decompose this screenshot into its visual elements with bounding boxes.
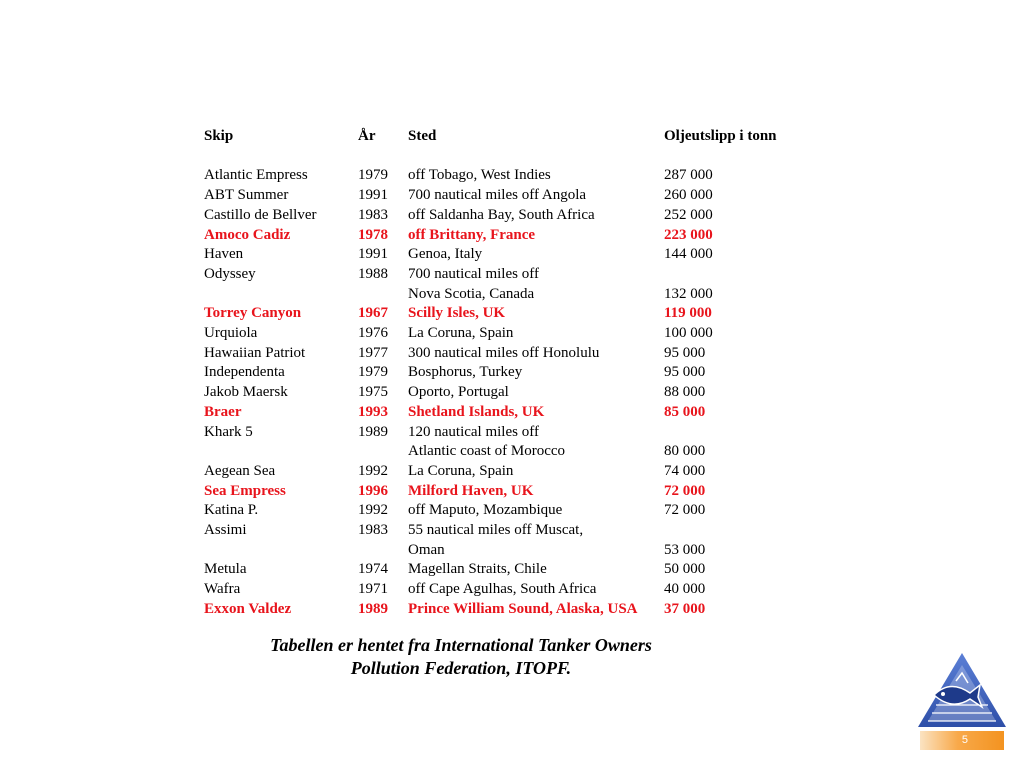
cell-place: Shetland Islands, UK xyxy=(408,403,545,420)
cell-ship xyxy=(204,541,358,561)
table-row xyxy=(204,245,777,265)
table-row xyxy=(204,560,777,580)
cell-oil: 144 000 xyxy=(664,246,713,263)
cell-ship: Assimi xyxy=(204,522,247,539)
cell-year: 1991 xyxy=(358,246,388,263)
cell-oil xyxy=(664,521,777,541)
cell-oil: 223 000 xyxy=(664,226,713,243)
cell-year: 1992 xyxy=(358,462,388,479)
cell-ship: ABT Summer xyxy=(204,187,289,204)
cell-oil: 287 000 xyxy=(664,167,713,184)
cell-year: 1967 xyxy=(358,305,388,322)
table-row xyxy=(204,600,777,620)
cell-year xyxy=(358,285,408,305)
cell-oil: 88 000 xyxy=(664,384,706,401)
cell-oil xyxy=(664,423,777,443)
cell-oil: 95 000 xyxy=(664,344,706,361)
cell-place: 55 nautical miles off Muscat, xyxy=(408,522,584,539)
cell-oil: 95 000 xyxy=(664,364,706,381)
page-number: 5 xyxy=(961,734,968,746)
cell-place: Genoa, Italy xyxy=(408,246,483,263)
table-row xyxy=(204,186,777,206)
cell-oil: 50 000 xyxy=(664,561,706,578)
table-row xyxy=(204,383,777,403)
cell-ship: Atlantic Empress xyxy=(204,167,308,184)
table-row xyxy=(204,265,777,285)
cell-ship: Torrey Canyon xyxy=(204,305,302,322)
cell-ship: Metula xyxy=(204,561,247,578)
cell-place: Milford Haven, UK xyxy=(408,482,534,499)
cell-year xyxy=(358,541,408,561)
cell-year: 1992 xyxy=(358,502,388,519)
cell-place: Magellan Straits, Chile xyxy=(408,561,547,578)
cell-year: 1983 xyxy=(358,206,388,223)
cell-ship: Castillo de Bellver xyxy=(204,206,317,223)
cell-place: Prince William Sound, Alaska, USA xyxy=(408,600,638,617)
cell-year: 1979 xyxy=(358,167,388,184)
table-row xyxy=(204,226,777,246)
cell-ship: Amoco Cadiz xyxy=(204,226,291,243)
cell-year: 1979 xyxy=(358,364,388,381)
cell-oil: 72 000 xyxy=(664,502,706,519)
cell-year: 1993 xyxy=(358,403,388,420)
table-row xyxy=(204,442,777,462)
cell-year: 1971 xyxy=(358,581,388,598)
header-ship: Skip xyxy=(204,128,234,144)
cell-year: 1989 xyxy=(358,600,388,617)
source-caption xyxy=(230,634,692,680)
cell-year: 1974 xyxy=(358,561,388,578)
cell-year: 1996 xyxy=(358,482,388,499)
cell-ship: Wafra xyxy=(204,581,241,598)
cell-year: 1989 xyxy=(358,423,388,440)
caption-line-1: Tabellen er hentet fra International Tanker Owners xyxy=(270,635,652,655)
header-year: År xyxy=(358,128,376,144)
cell-oil: 80 000 xyxy=(664,443,706,460)
cell-place: Scilly Isles, UK xyxy=(408,305,506,322)
cell-ship: Odyssey xyxy=(204,265,256,282)
cell-place: 120 nautical miles off xyxy=(408,423,539,440)
cell-place: 300 nautical miles off Honolulu xyxy=(408,344,600,361)
table-row xyxy=(204,166,777,186)
cell-ship: Jakob Maersk xyxy=(204,384,288,401)
table-row xyxy=(204,304,777,324)
table-header-row xyxy=(204,127,777,147)
cell-ship xyxy=(204,442,358,462)
cell-place: 700 nautical miles off xyxy=(408,265,539,282)
cell-year: 1988 xyxy=(358,265,388,282)
cell-year: 1975 xyxy=(358,384,388,401)
cell-place: off Cape Agulhas, South Africa xyxy=(408,581,597,598)
cell-place: Bosphorus, Turkey xyxy=(408,364,523,381)
cell-oil: 132 000 xyxy=(664,285,713,302)
cell-oil: 260 000 xyxy=(664,187,713,204)
cell-place: off Tobago, West Indies xyxy=(408,167,551,184)
table-row xyxy=(204,363,777,383)
cell-ship: Exxon Valdez xyxy=(204,600,292,617)
table-header-gap xyxy=(204,147,777,167)
table-row xyxy=(204,206,777,226)
table-row xyxy=(204,403,777,423)
cell-year: 1978 xyxy=(358,226,388,243)
header-place: Sted xyxy=(408,128,437,144)
cell-oil: 100 000 xyxy=(664,325,713,342)
table-row xyxy=(204,423,777,443)
cell-ship: Aegean Sea xyxy=(204,462,276,479)
cell-oil: 40 000 xyxy=(664,581,706,598)
cell-year xyxy=(358,442,408,462)
cell-place: Atlantic coast of Morocco xyxy=(408,443,566,460)
cell-place: off Saldanha Bay, South Africa xyxy=(408,206,595,223)
cell-oil: 37 000 xyxy=(664,600,706,617)
cell-ship xyxy=(204,285,358,305)
cell-oil: 53 000 xyxy=(664,541,706,558)
cell-place: La Coruna, Spain xyxy=(408,462,514,479)
cell-place: La Coruna, Spain xyxy=(408,325,514,342)
cell-oil: 85 000 xyxy=(664,403,706,420)
cell-ship: Urquiola xyxy=(204,325,258,342)
cell-place: Oporto, Portugal xyxy=(408,384,509,401)
cell-place: Oman xyxy=(408,541,445,558)
cell-ship: Braer xyxy=(204,403,242,420)
table-row xyxy=(204,482,777,502)
cell-year: 1977 xyxy=(358,344,388,361)
table-row xyxy=(204,344,777,364)
cell-oil: 119 000 xyxy=(664,305,712,322)
table-row xyxy=(204,521,777,541)
cell-ship: Katina P. xyxy=(204,502,259,519)
cell-ship: Haven xyxy=(204,246,244,263)
cell-ship: Hawaiian Patriot xyxy=(204,344,306,361)
cell-oil: 252 000 xyxy=(664,206,713,223)
cell-ship: Khark 5 xyxy=(204,423,253,440)
table-row xyxy=(204,580,777,600)
cell-place: off Brittany, France xyxy=(408,226,536,243)
cell-year: 1976 xyxy=(358,325,388,342)
cell-oil: 74 000 xyxy=(664,462,706,479)
oil-spill-table xyxy=(204,127,777,620)
caption-line-2: Pollution Federation, ITOPF. xyxy=(350,658,572,678)
table-row xyxy=(204,501,777,521)
cell-ship: Sea Empress xyxy=(204,482,286,499)
cell-place: 700 nautical miles off Angola xyxy=(408,187,587,204)
page-number-badge xyxy=(920,731,1004,750)
cell-ship: Independenta xyxy=(204,364,285,381)
cell-place: off Maputo, Mozambique xyxy=(408,502,563,519)
table-body xyxy=(204,166,777,619)
header-oil: Oljeutslipp i tonn xyxy=(664,128,777,144)
table-row xyxy=(204,541,777,561)
table-row xyxy=(204,462,777,482)
table-row xyxy=(204,324,777,344)
table-row xyxy=(204,285,777,305)
cell-place: Nova Scotia, Canada xyxy=(408,285,535,302)
cell-oil xyxy=(664,265,777,285)
fish-triangle-logo-icon xyxy=(916,651,1008,731)
cell-oil: 72 000 xyxy=(664,482,706,499)
cell-year: 1983 xyxy=(358,522,388,539)
cell-year: 1991 xyxy=(358,187,388,204)
